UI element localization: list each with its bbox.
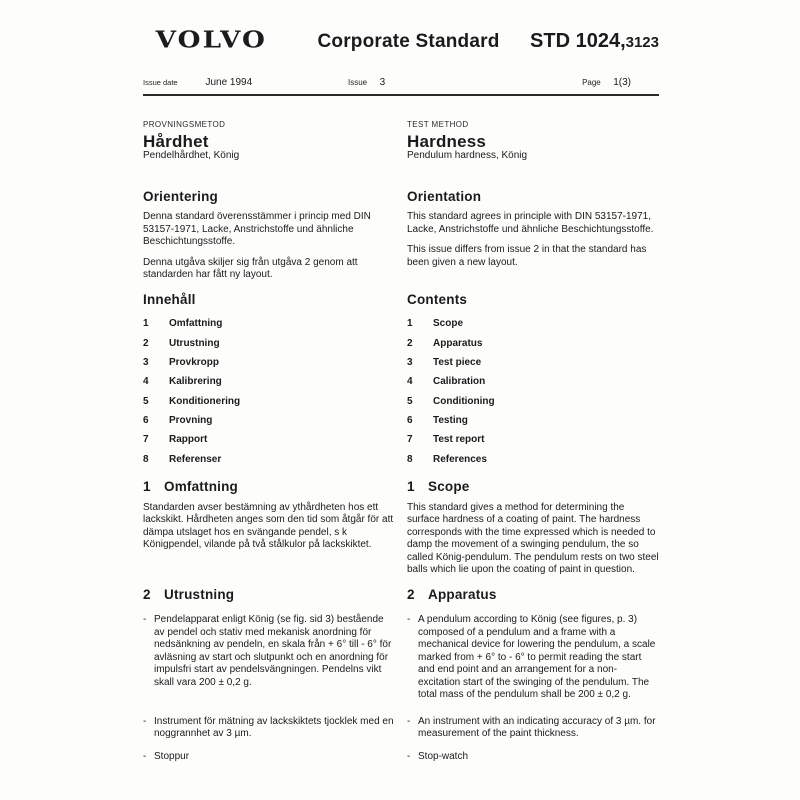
- toc-item-number: 5: [143, 395, 149, 407]
- bullet-dash: -: [407, 750, 411, 762]
- orientation-heading-english: Orientation: [407, 188, 482, 204]
- section-title: Scope: [428, 479, 470, 494]
- toc-item: [143, 392, 395, 411]
- toc-item-label: Konditionering: [169, 395, 241, 407]
- toc-item-number: 1: [407, 318, 413, 330]
- standard-number: [509, 30, 659, 53]
- toc-item-label: Utrustning: [169, 337, 220, 349]
- subtitle-english: Pendulum hardness, König: [407, 150, 528, 161]
- bullet-item: [143, 716, 395, 741]
- toc-item: [407, 372, 659, 391]
- section-1-heading-english: [407, 481, 659, 494]
- orientation-paragraph: Denna utgåva skiljer sig från utgåva 2 genom att standarden har fått ny layout.: [143, 256, 358, 280]
- toc-item-label: References: [433, 453, 487, 465]
- toc-item-number: 2: [407, 337, 413, 349]
- bullet-dash: -: [143, 715, 147, 727]
- toc-item: [143, 333, 395, 352]
- contents-english: [407, 291, 659, 470]
- toc-item-number: 8: [407, 453, 413, 465]
- issue-date-field: [143, 72, 348, 90]
- section-title: Utrustning: [164, 586, 235, 602]
- section-title: Apparatus: [428, 586, 497, 602]
- title-english: Hardness: [407, 131, 487, 151]
- bullet-dash: -: [143, 750, 147, 762]
- toc-item-label: Testing: [433, 415, 468, 427]
- toc-item: [143, 450, 395, 469]
- toc-item-label: Referenser: [169, 453, 222, 465]
- page-field: [582, 72, 659, 90]
- toc-item-number: 6: [407, 415, 413, 427]
- bullet-text: A pendulum according to König (see figures, p. 3) composed of a pendulum and a frame with a mechanical device for lowering the pendulum, a scale marked from + 6° to - 6° to permit reading the start and end point and an arrangement for a non-excitation start of the swinging of the pendulum. The total mass of the pendulum shall be 200 ± 0,2 g.: [418, 614, 656, 700]
- page-value: 1(3): [613, 77, 631, 88]
- section-2-heading-swedish: [143, 586, 395, 610]
- toc-item-label: Apparatus: [433, 337, 483, 349]
- section-number: 1: [143, 479, 151, 494]
- section-1-heading-swedish: [143, 481, 395, 494]
- orientation-section-swedish: [143, 188, 395, 282]
- toc-item-number: 6: [143, 415, 149, 427]
- toc-item-label: Scope: [433, 318, 464, 330]
- kicker-swedish: PROVNINGSMETOD: [143, 120, 226, 129]
- toc-item-label: Rapport: [169, 434, 208, 446]
- header-divider: [143, 94, 659, 96]
- bullet-item: [407, 614, 659, 702]
- toc-item-number: 7: [407, 434, 413, 446]
- issue-label: Issue: [348, 78, 368, 87]
- orientation-paragraph: This standard agrees in principle with DIN 53157-1971, Lacke, Anstrichstoffe und ähnliche Beschichtungsstoffe.: [407, 211, 654, 235]
- bullet-item: [407, 716, 659, 741]
- toc-item-number: 5: [407, 395, 413, 407]
- toc-item: [407, 430, 659, 449]
- standard-number-suffix: 3123: [625, 34, 659, 51]
- section-1-body-swedish: Standarden avser bestämning av ythårdheten hos ett lackskikt. Hårdheten anges som den tid som åtgår för att dämpa utslaget hos en svängande pendel, s k Königpendel, vilande på två stålkulor på lackskiktet.: [143, 501, 394, 550]
- bullet-dash: -: [143, 614, 147, 625]
- toc-item: [407, 392, 659, 411]
- bullet-dash: -: [407, 614, 411, 625]
- toc-item-number: 7: [143, 434, 149, 446]
- toc-item-label: Conditioning: [433, 395, 495, 407]
- toc-item: [143, 430, 395, 449]
- document-header: [143, 24, 659, 54]
- toc-item-number: 3: [143, 356, 149, 368]
- two-column-body: [143, 119, 659, 763]
- toc-item-number: 2: [143, 337, 149, 349]
- issue-field: [348, 72, 582, 90]
- toc-item: [407, 411, 659, 430]
- toc-item-number: 8: [143, 453, 149, 465]
- page-label: Page: [582, 78, 601, 87]
- contents-heading-swedish: Innehåll: [143, 291, 196, 307]
- section-number: 2: [407, 586, 415, 602]
- toc-item-number: 4: [407, 376, 413, 388]
- standard-number-main: STD 1024,: [530, 30, 626, 52]
- orientation-paragraph: Denna standard överensstämmer i princip med DIN 53157-1971, Lacke, Anstrichstoffe und ähnliche Beschichtungsstoffe.: [143, 211, 371, 247]
- contents-swedish: [143, 291, 395, 470]
- section-number: 2: [143, 586, 151, 602]
- issue-date-label: Issue date: [143, 78, 178, 87]
- section-1-english: [407, 481, 659, 577]
- document-type-title: Corporate Standard: [317, 31, 500, 52]
- toc-item: [407, 450, 659, 469]
- toc-item-label: Test report: [433, 434, 485, 446]
- section-title: Omfattning: [164, 479, 238, 494]
- bullet-text: An instrument with an indicating accuracy of 3 µm. for measurement of the paint thickness.: [418, 715, 656, 739]
- issue-date-value: June 1994: [205, 77, 253, 88]
- bullet-text: Instrument för mätning av lackskiktets tjocklek med en noggrannhet av 3 µm.: [154, 715, 394, 739]
- toc-item-label: Kalibrering: [169, 376, 222, 388]
- title-block-swedish: [143, 119, 395, 163]
- kicker-english: TEST METHOD: [407, 120, 469, 129]
- toc-item-label: Calibration: [433, 376, 486, 388]
- toc-item-label: Provkropp: [169, 356, 220, 368]
- orientation-paragraph: This issue differs from issue 2 in that the standard has been given a new layout.: [407, 244, 647, 268]
- orientation-section-english: [407, 188, 659, 282]
- contents-heading-english: Contents: [407, 291, 468, 307]
- bullet-item: [143, 751, 395, 764]
- bullet-item: [407, 751, 659, 764]
- toc-item: [407, 353, 659, 372]
- toc-item-number: 3: [407, 356, 413, 368]
- section-2-heading-english: [407, 586, 659, 610]
- toc-item: [407, 333, 659, 352]
- orientation-heading-swedish: Orientering: [143, 188, 218, 204]
- title-block-english: [407, 119, 659, 163]
- toc-item: [143, 372, 395, 391]
- toc-item: [143, 314, 395, 333]
- toc-item-label: Provning: [169, 415, 213, 427]
- toc-item-label: Test piece: [433, 356, 482, 368]
- toc-item: [407, 314, 659, 333]
- bullet-item: [143, 614, 395, 702]
- bullet-text: Stoppur: [154, 750, 190, 762]
- section-number: 1: [407, 479, 415, 494]
- toc-item-label: Omfattning: [169, 318, 223, 330]
- issue-value: 3: [379, 77, 386, 88]
- toc-item: [143, 353, 395, 372]
- header-meta-row: [143, 72, 659, 90]
- bullet-text: Pendelapparat enligt König (se fig. sid 3) bestående av pendel och stativ med mekanisk anordning för nedsänkning av pendeln, en skala från + 6° till - 6° för avläsning av start och slutpunkt och en anordning för impulsfri start av pendelsvängningen. Pendelns vikt skall vara 200 ± 0,2 g.: [154, 614, 392, 688]
- section-1-swedish: [143, 481, 395, 577]
- toc-item-number: 1: [143, 318, 149, 330]
- page-content: [143, 20, 659, 763]
- title-swedish: Hårdhet: [143, 131, 209, 151]
- toc-item-number: 4: [143, 376, 149, 388]
- bullet-text: Stop-watch: [418, 750, 469, 762]
- subtitle-swedish: Pendelhårdhet, König: [143, 150, 240, 161]
- toc-item: [143, 411, 395, 430]
- volvo-logo: VOLVO: [155, 26, 267, 53]
- section-1-body-english: This standard gives a method for determining the surface hardness of a coating of paint. The hardness corresponds with the time expressed which is needed to damp the movement of a swinging pendulum, the so called König-pendulum. The pendulum rests on two steel balls which lie upon the coating of paint in question.: [407, 501, 659, 575]
- bullet-dash: -: [407, 715, 411, 727]
